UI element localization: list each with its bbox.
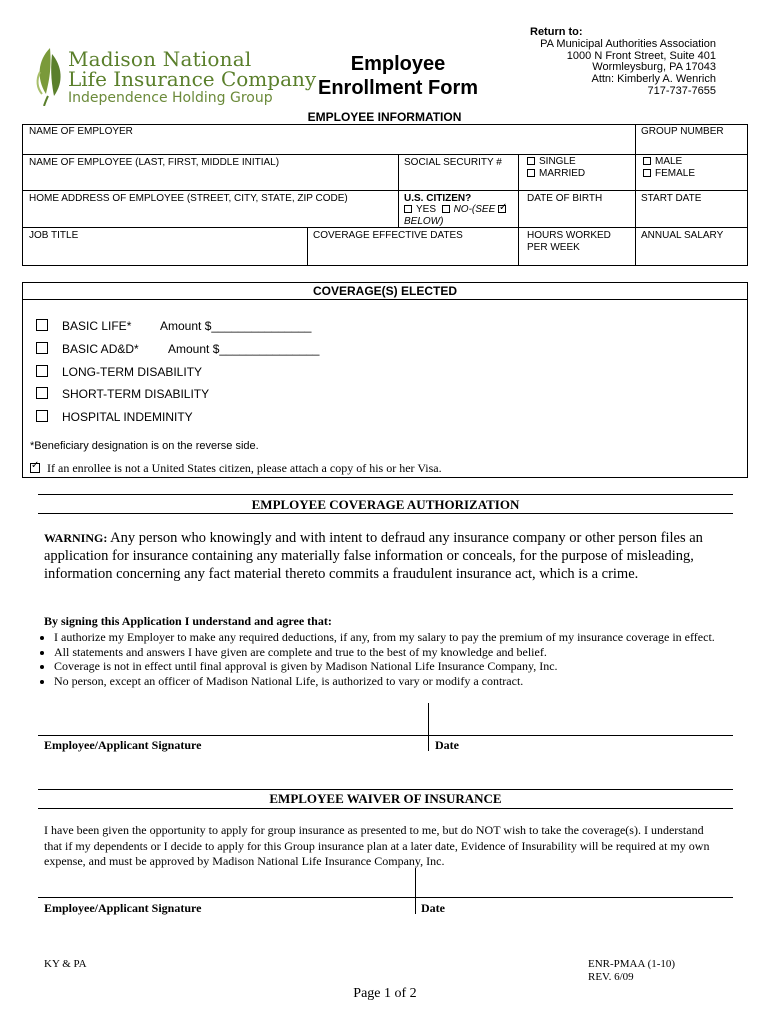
divider [38, 513, 733, 514]
std-checkbox[interactable] [36, 387, 48, 399]
table-rule [22, 190, 748, 191]
return-to-label: Return to: [530, 26, 583, 38]
page-number: Page 1 of 2 [353, 986, 417, 1001]
single-checkbox[interactable] [527, 157, 535, 165]
leaf-logo-icon [32, 44, 68, 106]
signature-date-field[interactable]: Date [435, 738, 459, 752]
table-rule [518, 154, 519, 266]
signature-line [38, 897, 733, 898]
fraud-warning [44, 529, 726, 583]
list-item: • Coverage is not in effect until final approval is given by Madison National Life Insurance Company, Inc. [54, 659, 724, 674]
list-item: • I authorize my Employer to make any required deductions, if any, from my salary to pay the premium of my insurance coverage in effect. [54, 630, 724, 645]
group-number-field[interactable]: GROUP NUMBER [641, 126, 724, 137]
return-address-line: PA Municipal Authorities Association [540, 37, 716, 50]
table-rule [398, 154, 399, 227]
name-of-employer-field[interactable]: NAME OF EMPLOYER [29, 126, 133, 137]
name-of-employee-field[interactable]: NAME OF EMPLOYEE (LAST, FIRST, MIDDLE INITIAL) [29, 157, 280, 168]
male-option[interactable] [643, 156, 682, 168]
married-label: MARRIED [539, 168, 586, 179]
return-address-block [530, 27, 716, 98]
coverage-effective-dates-field[interactable]: COVERAGE EFFECTIVE DATES [313, 230, 463, 241]
female-checkbox[interactable] [643, 169, 651, 177]
footer-form-code: ENR-PMAA (1-10) [588, 958, 676, 970]
signature-divider [415, 868, 416, 914]
basic-life-checkbox[interactable] [36, 319, 48, 331]
table-rule [22, 227, 748, 228]
authorization-heading: EMPLOYEE COVERAGE AUTHORIZATION [251, 497, 520, 512]
citizen-see-below-checkbox-checked[interactable] [498, 205, 506, 213]
married-checkbox[interactable] [527, 169, 535, 177]
employee-information-heading: EMPLOYEE INFORMATION [307, 110, 462, 124]
citizen-yes-checkbox[interactable] [404, 205, 412, 213]
logo-company-name-line2: Life Insurance Company [68, 67, 317, 91]
hours-worked-field[interactable] [527, 230, 611, 254]
coverages-elected-heading: COVERAGE(S) ELECTED [312, 284, 457, 298]
agree-heading: By signing this Application I understand and agree that: [44, 614, 332, 628]
table-rule [22, 299, 748, 300]
visa-note-row [30, 461, 442, 476]
form-title-line2: Enrollment Form [318, 77, 479, 99]
warning-text: Any person who knowingly and with intent to defraud any insurance company or other person files an application for insurance containing any materially false information or conceals, for the purpose of misleading, information concerning any fact material thereto commits a fraudulent insurance act, which is a crime. [44, 530, 703, 582]
basic-add-label: BASIC AD&D* [62, 342, 139, 356]
return-address-line: Attn: Kimberly A. Wenrich [591, 73, 716, 86]
warning-label: WARNING: [44, 531, 108, 545]
divider [38, 494, 733, 495]
male-label: MALE [655, 156, 683, 167]
list-item: • No person, except an officer of Madison National Life, is authorized to vary or modify a contract. [54, 674, 724, 689]
waiver-date-field[interactable]: Date [421, 901, 445, 915]
citizen-no-label: NO-(SEE [453, 204, 496, 215]
citizen-no-checkbox[interactable] [442, 205, 450, 213]
form-title-line1: Employee [350, 53, 446, 75]
single-option[interactable] [527, 156, 576, 168]
single-label: SINGLE [539, 156, 576, 167]
waiver-text: I have been given the opportunity to apply for group insurance as presented to me, but do NOT wish to take the coverage(s). I understand that if my dependents or I decide to apply for this Group insurance plan at a later date, Evidence of Insurability will be required at my own expense, and must be approved by Madison National Life Insurance Company, Inc. [44, 823, 710, 868]
hours-worked-label-line2: PER WEEK [527, 242, 580, 253]
footer-revision: REV. 6/09 [588, 971, 634, 983]
waiver-signature-field[interactable]: Employee/Applicant Signature [44, 901, 202, 915]
table-rule [307, 227, 308, 266]
date-of-birth-field[interactable]: DATE OF BIRTH [527, 193, 603, 204]
social-security-field[interactable]: SOCIAL SECURITY # [404, 157, 502, 168]
basic-life-label: BASIC LIFE* [62, 319, 132, 333]
table-rule [635, 124, 636, 266]
table-rule [22, 154, 748, 155]
home-address-field[interactable]: HOME ADDRESS OF EMPLOYEE (STREET, CITY, STATE, ZIP CODE) [29, 193, 348, 204]
annual-salary-field[interactable]: ANNUAL SALARY [641, 230, 724, 241]
married-option[interactable] [527, 168, 585, 180]
basic-life-amount[interactable]: Amount $_______________ [160, 319, 312, 333]
signature-divider [428, 703, 429, 751]
signature-line [38, 735, 733, 736]
visa-checkbox-checked[interactable] [30, 463, 40, 473]
female-label: FEMALE [655, 168, 696, 179]
beneficiary-note: *Beneficiary designation is on the reverse side. [30, 440, 259, 452]
hours-worked-label-line1: HOURS WORKED [527, 230, 611, 241]
return-address-line: 717-737-7655 [647, 84, 716, 97]
divider [38, 808, 733, 809]
logo-company-name-line1: Madison National [68, 47, 252, 71]
female-option[interactable] [643, 168, 695, 180]
citizen-yes-label: YES [416, 204, 437, 215]
ltd-checkbox[interactable] [36, 365, 48, 377]
std-label: SHORT-TERM DISABILITY [62, 387, 210, 401]
logo-group-name: Independence Holding Group [68, 90, 273, 106]
footer-states: KY & PA [44, 958, 87, 970]
list-item: • All statements and answers I have given are complete and true to the best of my knowledge and belief. [54, 645, 724, 660]
applicant-signature-field[interactable]: Employee/Applicant Signature [44, 738, 202, 752]
waiver-heading: EMPLOYEE WAIVER OF INSURANCE [269, 791, 502, 806]
see-below-label: BELOW) [404, 216, 444, 227]
hospital-indemnity-checkbox[interactable] [36, 410, 48, 422]
visa-note: If an enrollee is not a United States citizen, please attach a copy of his or her Visa. [47, 461, 442, 475]
agreement-list [30, 630, 724, 688]
us-citizen-label: U.S. CITIZEN? [404, 193, 472, 204]
return-address-line: Wormleysburg, PA 17043 [592, 61, 716, 74]
job-title-field[interactable]: JOB TITLE [29, 230, 79, 241]
basic-add-checkbox[interactable] [36, 342, 48, 354]
form-title [318, 52, 478, 100]
ltd-label: LONG-TERM DISABILITY [62, 365, 203, 379]
male-checkbox[interactable] [643, 157, 651, 165]
divider [38, 789, 733, 790]
start-date-field[interactable]: START DATE [641, 193, 702, 204]
return-address-line: 1000 N Front Street, Suite 401 [566, 49, 716, 62]
hospital-indemnity-label: HOSPITAL INDEMINITY [62, 410, 193, 424]
basic-add-amount[interactable]: Amount $_______________ [168, 342, 320, 356]
us-citizen-options [404, 204, 510, 216]
